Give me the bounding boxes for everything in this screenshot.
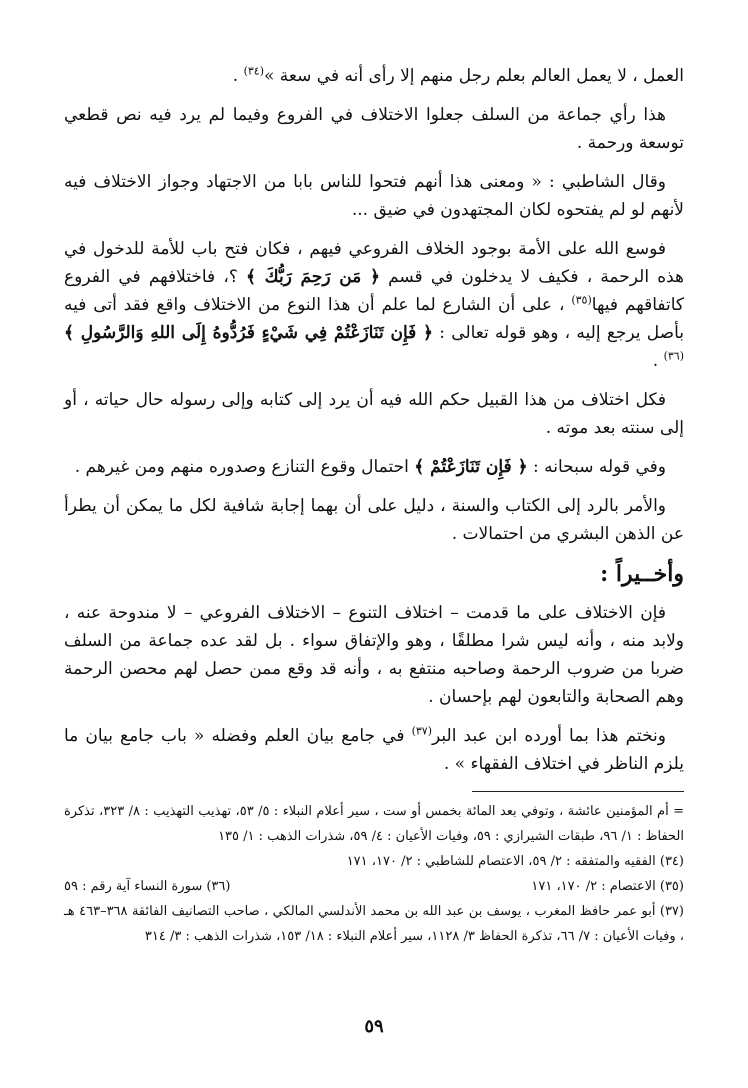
quran-verse-3: ﴿ فَإِن تَنَازَعْتُمْ ﴾ <box>414 457 528 477</box>
quran-verse-2: ﴿ فَإِن تَنَازَعْتُمْ فِي شَيْءٍ فَرُدُّوهُ إِلَى اللهِ وَالرَّسُولِ ﴾ <box>64 323 434 343</box>
section-heading: وأخــيراً : <box>600 561 684 587</box>
footnote-row-35-36 <box>64 874 684 899</box>
paragraph-4-text-c: ، على أن الشارع لما علم أن هذا النوع من الاختلاف واقع فقد أتى فيه بأصل يرجع إليه ، وهو قوله تعالى : <box>64 295 684 343</box>
footnote-ref-37: (٣٧) <box>411 724 432 738</box>
paragraph-7: والأمر بالرد إلى الكتاب والسنة ، دليل على أن بهما إجابة شافية لكل ما يمكن أن يطرأ عن الذهن البشري من احتمالات . <box>64 496 684 544</box>
paragraph-4-text-a: فوسع الله على الأمة بوجود الخلاف الفروعي فيهم ، فكان فتح باب للأمة للدخول في هذه الرحمة ، فكيف لا يدخلون في قسم <box>64 239 684 287</box>
footnote-divider-wrap <box>64 789 684 799</box>
paragraph-1 <box>64 62 684 90</box>
paragraph-9-text-a: ونختم هذا بما أورده ابن عبد البر <box>432 726 666 746</box>
footnotes <box>64 799 684 949</box>
paragraph-5: فكل اختلاف من هذا القبيل حكم الله فيه أن يرد إلى كتابه وإلى رسوله حال حياته ، أو إلى سنته بعد موته . <box>64 390 684 438</box>
paragraph-6-text-b: احتمال وقوع التنازع وصدوره منهم ومن غيرهم . <box>74 457 415 477</box>
paragraph-1-text: العمل ، لا يعمل العالم بعلم رجل منهم إلا رأى أنه في سعة » <box>264 66 684 86</box>
footnote-ref-36: (٣٦) <box>663 349 684 363</box>
quran-verse-1: ﴿ مَن رَحِمَ رَبُّكَ ﴾ <box>246 267 380 287</box>
paragraph-9-text-b: في جامع بيان العلم وفضله « باب جامع بيان ما يلزم الناظر في اختلاف الفقهاء » . <box>64 726 684 774</box>
paragraph-3: وقال الشاطبي : « ومعنى هذا أنهم فتحوا للناس بابا من الاجتهاد وجواز الاختلاف فيه لأنهم لو لم يفتحوه لكان المجتهدون في ضيق ... <box>64 172 684 220</box>
paragraph-6-text-a: وفي قوله سبحانه : <box>527 457 666 477</box>
footnote-ref-35: (٣٥) <box>571 293 592 307</box>
footnote-divider <box>472 791 684 792</box>
paragraph-8: فإن الاختلاف على ما قدمت – اختلاف التنوع – الاختلاف الفروعي – لا مندوحة عنه ، ولابد منه ، وأنه ليس شرا مطلقًا ، وهو والإتفاق سواء . بل لقد عده جماعة من السلف ضربا من ضروب الرحمة وصاحبه منتفع به ، وأنه قد وقع ممن حصل لهم محصن الرحمة وهم الصحابة والتابعون لهم بإحسان . <box>64 603 684 707</box>
footnote-ref-34: (٣٤) <box>243 64 264 78</box>
paragraph-2: هذا رأي جماعة من السلف جعلوا الاختلاف في الفروع وفيما لم يرد فيه نص قطعي توسعة ورحمة . <box>64 105 684 153</box>
paragraph-1-end: . <box>232 66 244 86</box>
footnote-35: (٣٥) الاعتصام : ٢/ ١٧٠، ١٧١ <box>531 879 684 894</box>
footnote-continuation: = أم المؤمنين عائشة ، وتوفي بعد المائة بخمس أو ست ، سير أعلام النبلاء : ٥/ ٥٣، تهذيب التهذيب : ٨/ ٣٢٣، تذكرة الحفاظ : ١/ ٩٦، طبقات الشيرازي : ٥٩، وفيات الأعيان : ٤/ ٥٩، شذرات الذهب : ١/ ١٣٥ <box>64 804 684 844</box>
paragraph-6 <box>64 453 684 481</box>
footnote-36: (٣٦) سورة النساء آية رقم : ٥٩ <box>64 879 231 894</box>
footnote-34: (٣٤) الفقيه والمتفقه : ٢/ ٥٩، الاعتصام للشاطبي : ٢/ ١٧٠، ١٧١ <box>346 854 684 869</box>
paragraph-4-end: . <box>652 351 664 371</box>
paragraph-4-text-b: ؟، فاختلافهم في الفروع كاتفاقهم فيها <box>64 267 684 315</box>
page-number: ٥٩ <box>364 1016 384 1037</box>
paragraph-9 <box>64 722 684 778</box>
paragraph-4 <box>64 235 684 375</box>
footnote-37: (٣٧) أبو عمر حافظ المغرب ، يوسف بن عبد الله بن محمد الأندلسي المالكي ، صاحب التصانيف الفائقة ٣٦٨–٤٦٣ هـ ، وفيات الأعيان : ٧/ ٦٦، تذكرة الحفاظ ٣/ ١١٢٨، سير أعلام النبلاء : ١٨/ ١٥٣، شذرات الذهب : ٣/ ٣١٤ <box>64 904 684 944</box>
